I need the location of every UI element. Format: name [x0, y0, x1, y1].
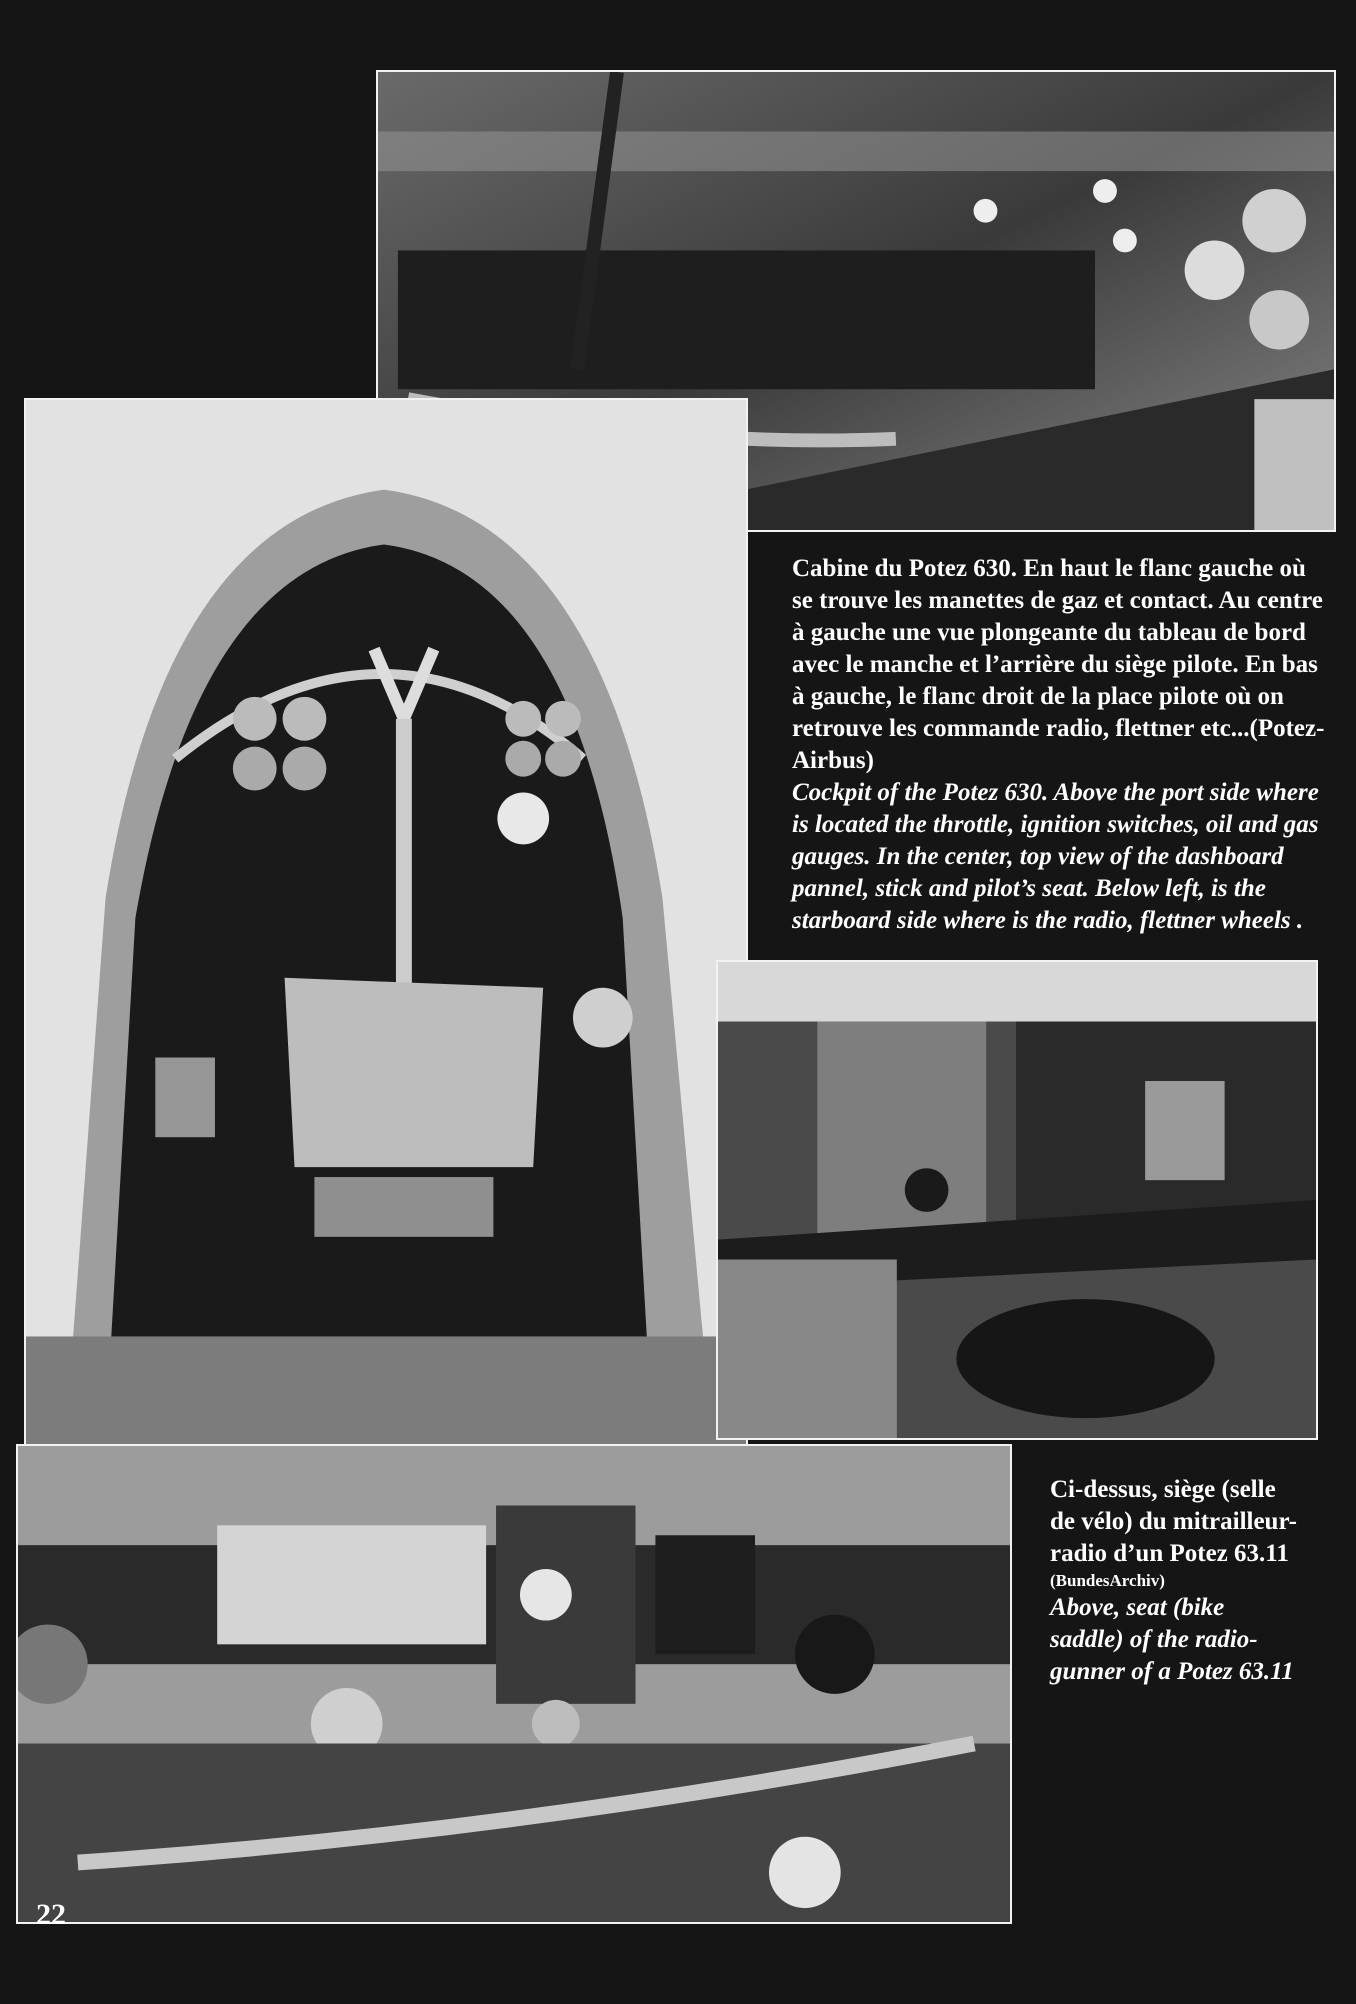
- photo-cockpit-dashboard-top-view: [24, 398, 748, 1458]
- caption-cockpit: [792, 553, 1332, 937]
- caption-gunner-seat: [1050, 1474, 1300, 1688]
- page-number: 22: [36, 1898, 66, 1931]
- caption-cockpit-english: Cockpit of the Potez 630. Above the port side where is located the throttle, ignition switches, oil and gas gauges. In the center, top view of the dashboard pannel, stick and pilot’s seat. Below left, is the starboard side where is the radio, flettner wheels .: [792, 779, 1319, 934]
- photo-cockpit-starboard-side: [16, 1444, 1012, 1924]
- caption-gunner-seat-english: Above, seat (bike saddle) of the radio-gunner of a Potez 63.11: [1050, 1593, 1294, 1685]
- caption-gunner-seat-french: Ci-dessus, siège (selle de vélo) du mitrailleur-radio d’un Potez 63.11: [1050, 1476, 1297, 1567]
- photo-radio-gunner-seat: [716, 960, 1318, 1440]
- caption-cockpit-french: Cabine du Potez 630. En haut le flanc gauche où se trouve les manettes de gaz et contact. Au centre à gauche une vue plongeante du tableau de bord avec le manche et l’arrière du siège pilote. En bas à gauche, le flanc droit de la place pilote où on retrouve les commande radio, flettner etc...(Potez-Airbus): [792, 555, 1325, 774]
- caption-photo-credit: (BundesArchiv): [1050, 1571, 1165, 1590]
